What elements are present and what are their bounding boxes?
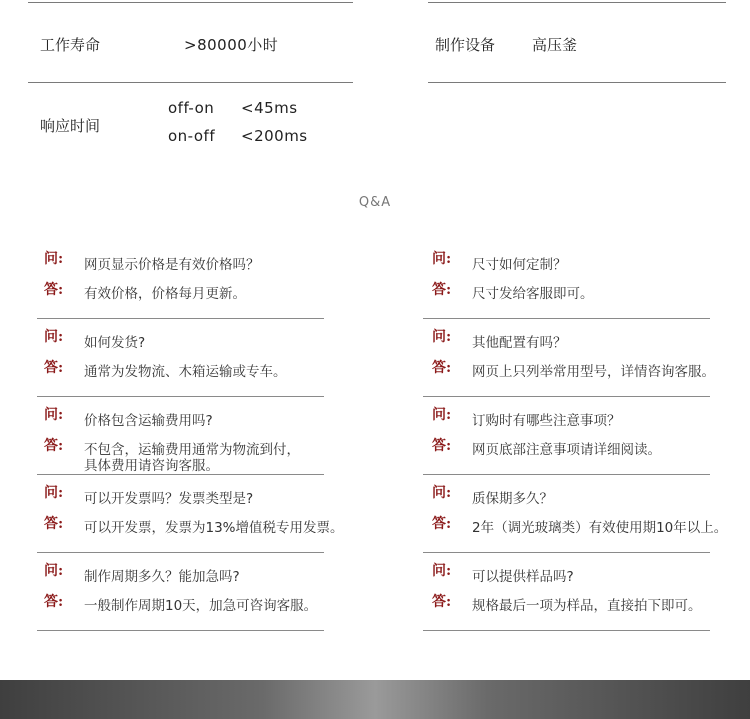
answer-row (44, 357, 287, 380)
answer-tag: 答: (44, 594, 64, 610)
qa-item (44, 560, 364, 630)
answer-tag: 答: (44, 282, 64, 298)
spec-response-key-2: on-off (168, 127, 216, 145)
question-row (44, 560, 240, 585)
spec-response-key-1: off-on (168, 99, 215, 117)
qa-divider (37, 630, 324, 631)
question-text: 网页显示价格是有效价格吗？ (84, 257, 260, 273)
answer-text: 规格最后一项为样品，直接拍下即可。 (472, 598, 702, 614)
answer-row (432, 513, 727, 536)
qa-item (432, 482, 750, 552)
question-tag: 问: (432, 407, 452, 423)
answer-row (44, 435, 300, 474)
question-tag: 问: (44, 563, 64, 579)
question-tag: 问: (432, 251, 452, 267)
question-row (44, 482, 253, 507)
spec-label-equipment: 制作设备 (435, 36, 496, 54)
qa-item (432, 560, 750, 630)
qa-divider (423, 396, 710, 397)
answer-text: 不包含，运输费用通常为物流到付， 具体费用请咨询客服。 (84, 442, 300, 474)
qa-divider (423, 318, 710, 319)
qa-divider (423, 552, 710, 553)
question-tag: 问: (44, 329, 64, 345)
answer-text: 网页上只列举常用型号，详情咨询客服。 (472, 364, 715, 380)
qa-item (44, 326, 364, 396)
spec-label-response: 响应时间 (40, 117, 101, 135)
answer-row (432, 591, 702, 614)
answer-tag: 答: (44, 516, 64, 532)
question-row (432, 248, 567, 273)
qa-divider (37, 396, 324, 397)
qa-divider (37, 318, 324, 319)
footer-gradient-bar (0, 680, 750, 719)
answer-tag: 答: (44, 438, 64, 454)
qa-item (432, 326, 750, 396)
question-tag: 问: (44, 485, 64, 501)
question-text: 可以开发票吗？发票类型是? (84, 491, 254, 507)
answer-text: 网页底部注意事项请详细阅读。 (472, 442, 661, 458)
qa-divider (37, 474, 324, 475)
qa-divider (423, 474, 710, 475)
answer-text: 尺寸发给客服即可。 (472, 286, 594, 302)
answer-text: 可以开发票，发票为13%增值税专用发票。 (84, 520, 344, 536)
question-row (44, 404, 213, 429)
question-row (44, 326, 145, 351)
question-tag: 问: (44, 251, 64, 267)
qa-item (432, 248, 750, 318)
question-row (44, 248, 260, 273)
question-text: 制作周期多久？能加急吗? (84, 569, 240, 585)
answer-text: 有效价格，价格每月更新。 (84, 286, 246, 302)
question-text: 如何发货? (84, 335, 146, 351)
answer-text: 一般制作周期10天，加急可咨询客服。 (84, 598, 318, 614)
question-row (432, 482, 553, 507)
qa-divider (423, 630, 710, 631)
question-text: 订购时有哪些注意事项？ (472, 413, 621, 429)
answer-tag: 答: (432, 282, 452, 298)
qa-section-title: Q&A (358, 195, 392, 210)
spec-response-val-1: <45ms (241, 99, 298, 117)
answer-tag: 答: (432, 594, 452, 610)
answer-tag: 答: (432, 360, 452, 376)
question-tag: 问: (432, 563, 452, 579)
answer-row (44, 279, 246, 302)
question-row (432, 404, 621, 429)
question-text: 其他配置有吗？ (472, 335, 567, 351)
answer-text: 通常为发物流、木箱运输或专车。 (84, 364, 287, 380)
qa-divider (37, 552, 324, 553)
spec-top-line-left (28, 2, 353, 3)
answer-row (44, 591, 317, 614)
answer-tag: 答: (432, 438, 452, 454)
spec-top-line-right (428, 2, 726, 3)
question-tag: 问: (432, 329, 452, 345)
qa-item (44, 248, 364, 318)
spec-label-lifetime: 工作寿命 (40, 36, 101, 54)
spec-response-val-2: <200ms (241, 127, 308, 145)
answer-row (432, 357, 715, 380)
answer-row (432, 435, 661, 458)
question-row (432, 560, 574, 585)
spec-mid-line-right (428, 82, 726, 83)
answer-tag: 答: (44, 360, 64, 376)
spec-value-lifetime: >80000小时 (184, 36, 279, 54)
question-tag: 问: (44, 407, 64, 423)
qa-item (432, 404, 750, 474)
qa-item (44, 482, 364, 552)
answer-row (44, 513, 344, 536)
question-text: 尺寸如何定制？ (472, 257, 567, 273)
spec-value-equipment: 高压釜 (532, 36, 578, 54)
question-text: 可以提供样品吗? (472, 569, 574, 585)
answer-row (432, 279, 594, 302)
answer-tag: 答: (432, 516, 452, 532)
qa-item (44, 404, 364, 474)
answer-text: 2年（调光玻璃类）有效使用期10年以上。 (472, 520, 728, 536)
spec-mid-line-left (28, 82, 353, 83)
question-row (432, 326, 567, 351)
question-tag: 问: (432, 485, 452, 501)
question-text: 质保期多久？ (472, 491, 553, 507)
question-text: 价格包含运输费用吗? (84, 413, 213, 429)
